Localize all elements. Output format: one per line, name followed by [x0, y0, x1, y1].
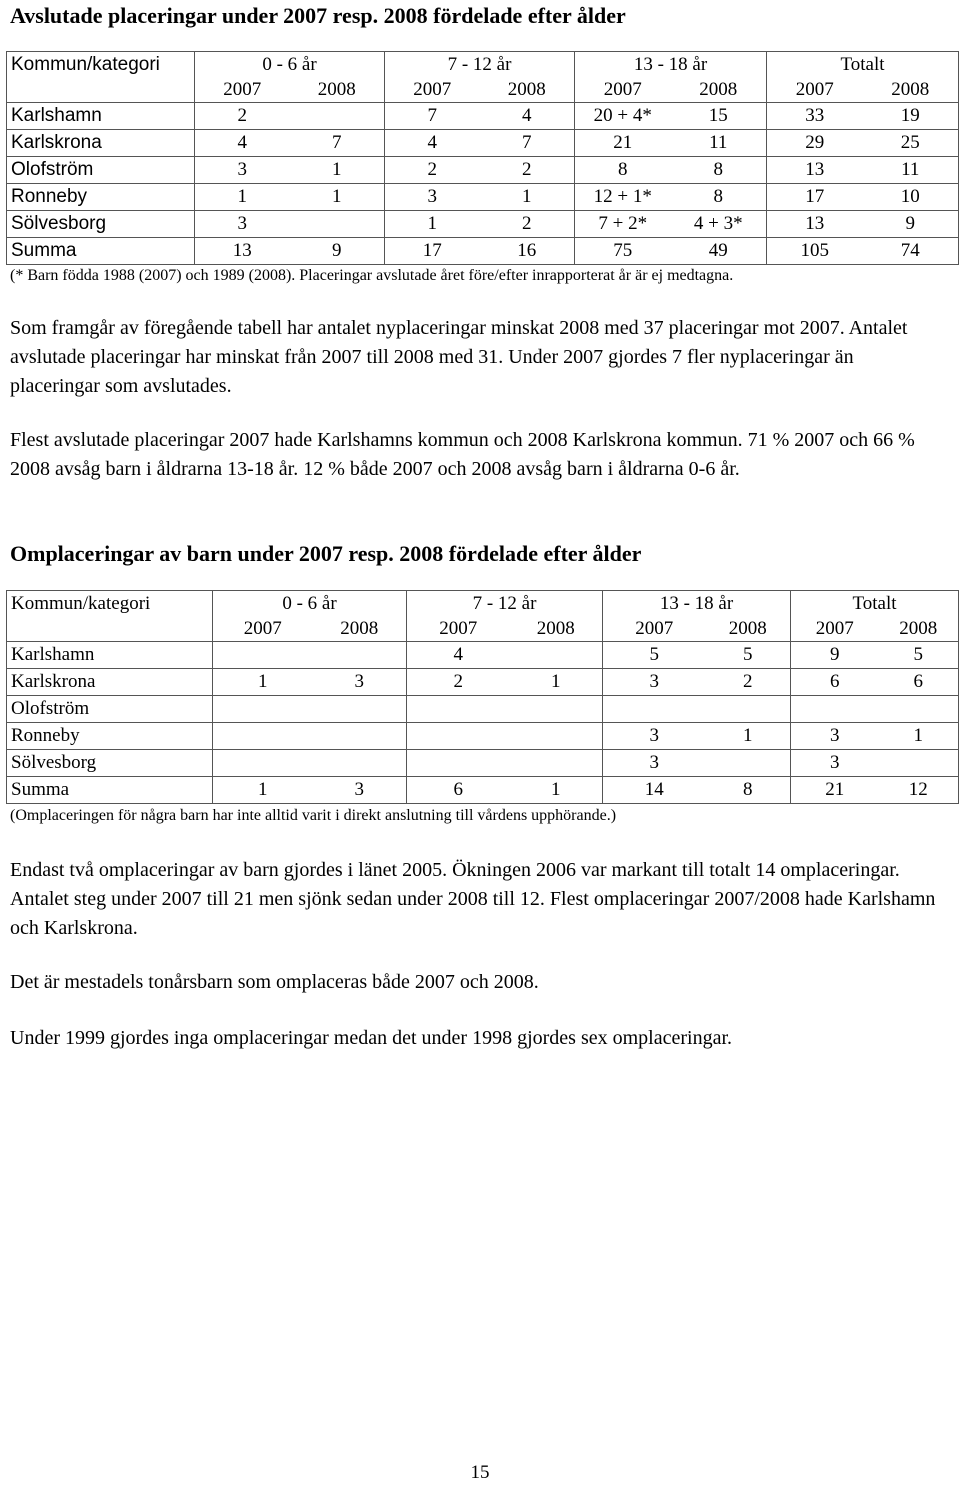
table-cell: 19	[863, 103, 959, 130]
table-cell: 74	[863, 238, 959, 265]
table-cell	[791, 696, 879, 723]
table-cell	[510, 723, 603, 750]
table-cell: 3	[313, 669, 407, 696]
heading-omplaceringar: Omplaceringar av barn under 2007 resp. 2008 fördelade efter ålder	[10, 541, 642, 566]
table-cell: 20 + 4*	[575, 103, 671, 130]
column-header-kommun: Kommun/kategori	[7, 52, 195, 78]
paragraph-omplaceringar-utveckling: Endast två omplaceringar av barn gjordes i länet 2005. Ökningen 2006 var markant till totalt 14 omplaceringar. Antalet steg under 2007 till 21 men sjönk sedan under 2008 till 12. Flest omplaceringar 2007/2008 hade Karlshamn och Karlskrona.	[10, 859, 936, 939]
table-cell: 4	[480, 103, 575, 130]
table-cell: 3	[195, 211, 290, 238]
year-header: 2007	[603, 616, 706, 642]
table-cell: 7	[480, 130, 575, 157]
table-cell	[313, 642, 407, 669]
table-cell: 3	[791, 723, 879, 750]
year-header: 2007	[385, 77, 480, 103]
table-cell: 2	[480, 211, 575, 238]
table-cell	[213, 696, 313, 723]
table-cell: 1	[213, 777, 313, 804]
table-cell	[313, 723, 407, 750]
table-cell: 21	[791, 777, 879, 804]
year-header: 2007	[575, 77, 671, 103]
table-omplaceringar	[6, 590, 959, 804]
table-cell: 1	[510, 669, 603, 696]
year-header: 2008	[879, 616, 959, 642]
table2-footnote: (Omplaceringen för några barn har inte alltid varit i direkt anslutning till vårdens upphörande.)	[10, 807, 617, 824]
year-header: 2008	[671, 77, 767, 103]
year-header: 2008	[290, 77, 385, 103]
table-cell: 21	[575, 130, 671, 157]
table-cell: 9	[290, 238, 385, 265]
paragraph-tonarsbarn: Det är mestadels tonårsbarn som omplaceras både 2007 och 2008.	[10, 971, 539, 993]
table-cell	[879, 696, 959, 723]
table-avslutade-placeringar	[6, 51, 959, 265]
year-header: 2007	[195, 77, 290, 103]
table-cell: 3	[385, 184, 480, 211]
table-cell: 6	[791, 669, 879, 696]
table-cell: 11	[863, 157, 959, 184]
table-cell: 12 + 1*	[575, 184, 671, 211]
table-cell: 5	[879, 642, 959, 669]
column-group-header: Totalt	[767, 52, 959, 78]
table-row	[7, 130, 959, 157]
table-cell: 4	[407, 642, 510, 669]
table-cell: 14	[603, 777, 706, 804]
year-header: 2008	[313, 616, 407, 642]
table-cell: 5	[603, 642, 706, 669]
column-group-header: Totalt	[791, 591, 959, 617]
table-cell: 3	[791, 750, 879, 777]
table-row	[7, 723, 959, 750]
table-cell: 1	[290, 184, 385, 211]
year-header: 2007	[213, 616, 313, 642]
table-cell: 2	[480, 157, 575, 184]
table-cell	[213, 750, 313, 777]
table-cell: 4	[385, 130, 480, 157]
table-cell: 3	[603, 669, 706, 696]
paragraph-nyplaceringar: Som framgår av föregående tabell har antalet nyplaceringar minskat 2008 med 37 placeringar mot 2007. Antalet avslutade placeringar har minskat från 2007 till 2008 med 31. Under 2007 gjordes 7 fler nyplaceringar än placeringar som avslutades.	[10, 317, 908, 397]
table-cell	[706, 750, 791, 777]
table-cell: 1	[510, 777, 603, 804]
table-cell: 4 + 3*	[671, 211, 767, 238]
table-cell: 8	[706, 777, 791, 804]
header-row-groups	[7, 52, 959, 78]
row-label: Sölvesborg	[7, 750, 213, 777]
table-cell: 8	[575, 157, 671, 184]
table-cell	[510, 696, 603, 723]
table-cell	[407, 750, 510, 777]
table-cell: 3	[603, 750, 706, 777]
table-cell	[603, 696, 706, 723]
table-cell: 4	[195, 130, 290, 157]
year-header: 2007	[791, 616, 879, 642]
table-cell: 7	[385, 103, 480, 130]
row-label: Ronneby	[7, 723, 213, 750]
table-row	[7, 211, 959, 238]
table-cell	[290, 103, 385, 130]
table-cell: 7 + 2*	[575, 211, 671, 238]
table-cell: 29	[767, 130, 863, 157]
table-row	[7, 103, 959, 130]
year-header: 2007	[407, 616, 510, 642]
table1-footnote: (* Barn födda 1988 (2007) och 1989 (2008). Placeringar avslutade året före/efter inrapporterat år är ej medtagna.	[10, 267, 734, 284]
table-cell	[213, 642, 313, 669]
page-number: 15	[470, 1462, 490, 1483]
table-cell: 2	[385, 157, 480, 184]
table-cell: 2	[706, 669, 791, 696]
table-row	[7, 750, 959, 777]
table-row	[7, 696, 959, 723]
year-header: 2008	[480, 77, 575, 103]
table-cell: 105	[767, 238, 863, 265]
table-cell	[313, 750, 407, 777]
table-cell	[510, 642, 603, 669]
table-cell	[407, 696, 510, 723]
column-group-header: 0 - 6 år	[213, 591, 407, 617]
row-label: Olofström	[7, 157, 195, 184]
table-cell: 2	[407, 669, 510, 696]
row-label: Ronneby	[7, 184, 195, 211]
column-group-header: 7 - 12 år	[385, 52, 575, 78]
year-header: 2008	[706, 616, 791, 642]
table-cell: 3	[313, 777, 407, 804]
header-row-groups	[7, 591, 959, 617]
table-cell	[510, 750, 603, 777]
table-cell: 10	[863, 184, 959, 211]
heading-avslutade-placeringar: Avslutade placeringar under 2007 resp. 2008 fördelade efter ålder	[10, 3, 626, 28]
table-cell	[290, 211, 385, 238]
table-cell: 6	[407, 777, 510, 804]
paragraph-1998-1999: Under 1999 gjordes inga omplaceringar medan det under 1998 gjordes sex omplaceringar.	[10, 1027, 733, 1049]
table-cell: 5	[706, 642, 791, 669]
table-row	[7, 157, 959, 184]
table-cell: 75	[575, 238, 671, 265]
table-cell: 1	[385, 211, 480, 238]
column-group-header: 13 - 18 år	[603, 591, 791, 617]
paragraph-flest-avslutade: Flest avslutade placeringar 2007 hade Karlshamns kommun och 2008 Karlskrona kommun. 71 % 2007 och 66 % 2008 avsåg barn i åldrarna 13-18 år. 12 % både 2007 och 2008 avsåg barn i åldrarna 0-6 år.	[10, 429, 915, 480]
table-cell	[213, 723, 313, 750]
table-cell: 13	[195, 238, 290, 265]
table-cell: 25	[863, 130, 959, 157]
table-cell: 1	[879, 723, 959, 750]
table-cell: 6	[879, 669, 959, 696]
row-label: Karlshamn	[7, 642, 213, 669]
table-cell: 1	[195, 184, 290, 211]
table-cell: 16	[480, 238, 575, 265]
table-cell: 49	[671, 238, 767, 265]
table-cell: 11	[671, 130, 767, 157]
table1-body	[7, 52, 959, 265]
column-header-blank	[7, 77, 195, 103]
year-header: 2008	[863, 77, 959, 103]
table-cell: 9	[791, 642, 879, 669]
row-label: Summa	[7, 777, 213, 804]
table-cell: 13	[767, 157, 863, 184]
header-row-years	[7, 616, 959, 642]
table-cell: 2	[195, 103, 290, 130]
table-cell: 8	[671, 184, 767, 211]
table-cell: 3	[603, 723, 706, 750]
row-label: Karlshamn	[7, 103, 195, 130]
table-cell	[407, 723, 510, 750]
year-header: 2007	[767, 77, 863, 103]
table-cell	[313, 696, 407, 723]
table-cell: 15	[671, 103, 767, 130]
row-label: Summa	[7, 238, 195, 265]
table-cell	[706, 696, 791, 723]
table-row	[7, 642, 959, 669]
table-row	[7, 669, 959, 696]
table-cell: 7	[290, 130, 385, 157]
table2-body	[7, 591, 959, 804]
header-row-years	[7, 77, 959, 103]
table-cell: 33	[767, 103, 863, 130]
row-label: Karlskrona	[7, 130, 195, 157]
row-label: Sölvesborg	[7, 211, 195, 238]
column-group-header: 13 - 18 år	[575, 52, 767, 78]
table-row	[7, 184, 959, 211]
table-cell: 1	[480, 184, 575, 211]
table-row	[7, 238, 959, 265]
table-row	[7, 777, 959, 804]
table-cell: 1	[290, 157, 385, 184]
column-group-header: 0 - 6 år	[195, 52, 385, 78]
table-cell: 1	[706, 723, 791, 750]
table-cell: 17	[767, 184, 863, 211]
column-header-blank	[7, 616, 213, 642]
column-header-kommun: Kommun/kategori	[7, 591, 213, 617]
row-label: Karlskrona	[7, 669, 213, 696]
table-cell: 9	[863, 211, 959, 238]
table-cell: 13	[767, 211, 863, 238]
table-cell	[879, 750, 959, 777]
table-cell: 12	[879, 777, 959, 804]
column-group-header: 7 - 12 år	[407, 591, 603, 617]
row-label: Olofström	[7, 696, 213, 723]
table-cell: 8	[671, 157, 767, 184]
table-cell: 1	[213, 669, 313, 696]
table-cell: 3	[195, 157, 290, 184]
table-cell: 17	[385, 238, 480, 265]
year-header: 2008	[510, 616, 603, 642]
